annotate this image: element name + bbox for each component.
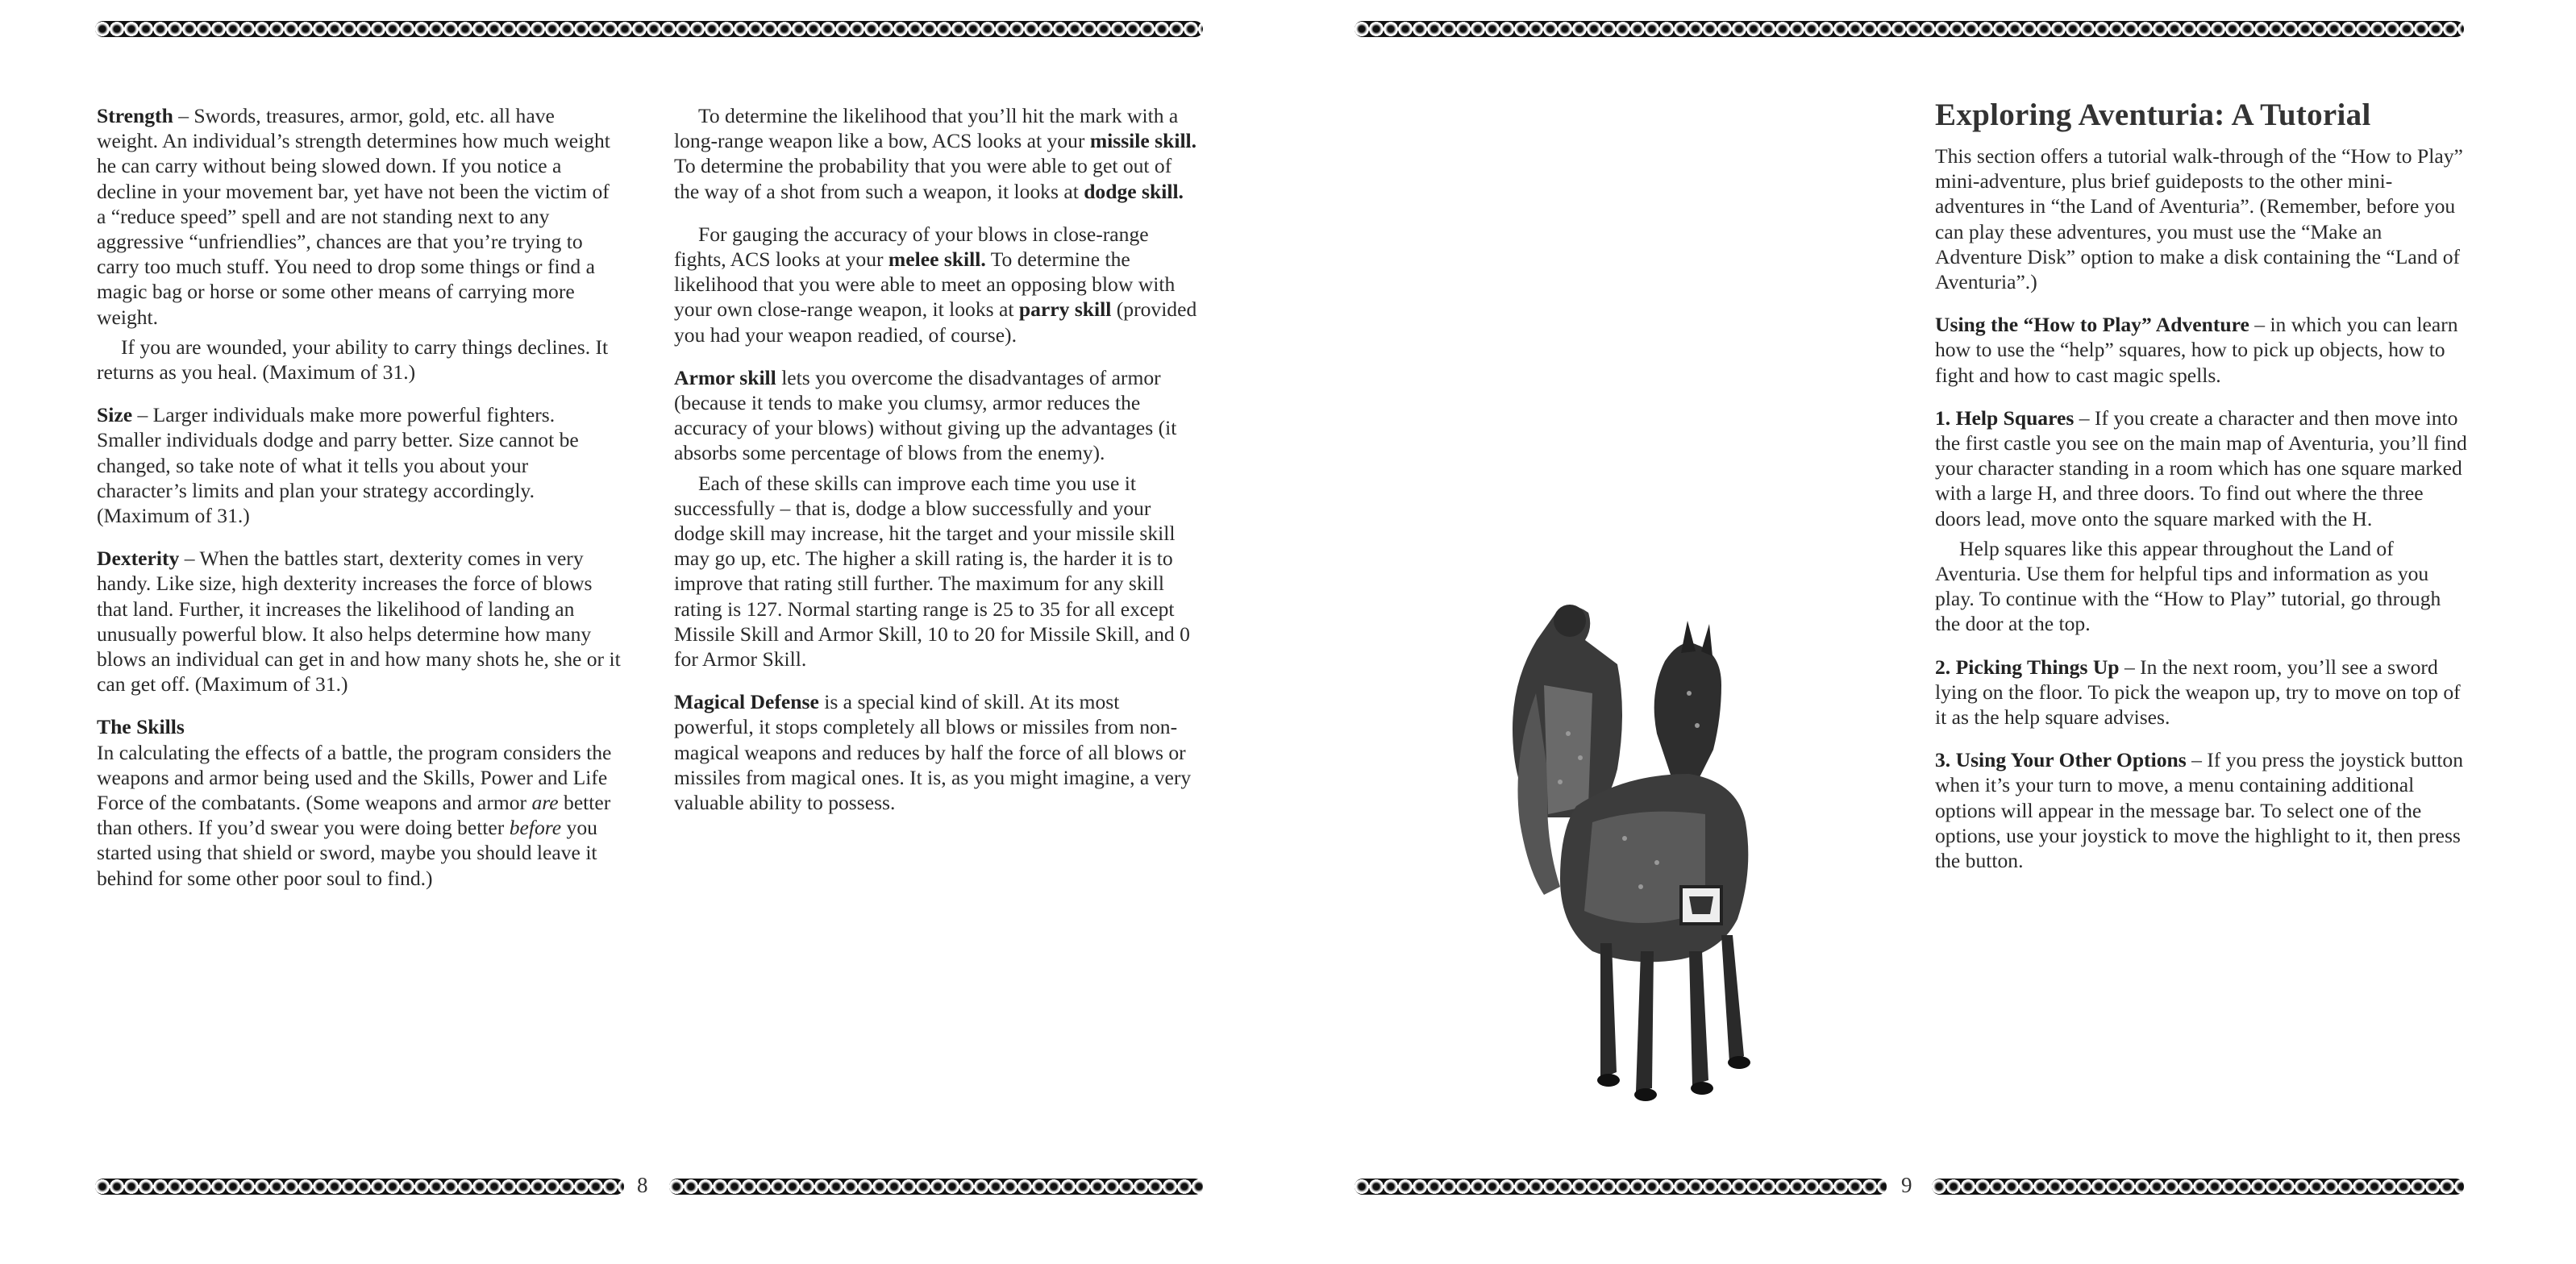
melee-skill-term: melee skill.: [888, 247, 986, 272]
help-squares-term: 1. Help Squares: [1935, 405, 2075, 430]
dexterity-term: Dexterity: [97, 547, 180, 571]
melee-paragraph: [674, 222, 1198, 347]
magical-defense-term: Magical Defense: [674, 690, 819, 714]
missile-text-a: To determine the likelihood that you’ll hit the mark with a long-range weapon like a bow, ACS looks at your: [674, 104, 1179, 153]
dexterity-text: – When the battles start, dexterity comes in very handy. Like size, high dexterity increases the force of blows that land. Further, it increases the likelihood of landing an unusually powerful blow. It also helps determine how many blows an individual can get in and how many shots he, she or it can get off. (Maximum of 31.): [97, 547, 621, 696]
other-options-paragraph: [1935, 747, 2467, 873]
melee-text-c: (provided you had your weapon readied, of course).: [674, 297, 1197, 347]
skills-text-3: you started using that shield or sword, maybe you should leave it behind for some other poor soul to find.): [97, 816, 597, 890]
size-paragraph: [97, 402, 621, 528]
bottom-border-left-b: [669, 1179, 1203, 1195]
skills-paragraph: [97, 740, 621, 891]
armor-skill-term: Armor skill: [674, 365, 776, 389]
skills-heading-text: The Skills: [97, 715, 185, 739]
missile-paragraph: [674, 103, 1198, 204]
other-options-term: 3. Using Your Other Options: [1935, 748, 2187, 772]
left-column-2: [674, 103, 1198, 833]
melee-text-b: To determine the likelihood that you were able to meet an opposing blow with your own close-range weapon, it looks at: [674, 247, 1176, 322]
size-text: – Larger individuals make more powerful fighters. Smaller individuals dodge and parry better. Size cannot be changed, so take note of what it tells you about your character’s limits and plan your strategy accordingly. (Maximum of 31.): [97, 403, 579, 528]
skills-text-2: better than others. If you’d swear you were doing better: [97, 791, 611, 840]
skills-heading: [97, 714, 621, 739]
page-title: Exploring Aventuria: A Tutorial: [1935, 98, 2371, 132]
dexterity-paragraph: [97, 546, 621, 696]
magical-defense-text: is a special kind of skill. At its most powerful, it stops completely all blows or missiles from non-magical weapons and reduces by half the force of all blows or missiles from magical ones. It is, as you might imagine, a very valuable ability to possess.: [674, 690, 1192, 815]
page-number-right: 9: [1901, 1173, 1912, 1197]
parry-skill-term: parry skill: [1018, 297, 1112, 322]
magical-defense-paragraph: [674, 689, 1198, 815]
page-number-left: 8: [637, 1173, 648, 1197]
knight-on-horse-illustration: [1479, 597, 1786, 1112]
using-paragraph: [1935, 312, 2467, 388]
skills-are: are: [531, 791, 559, 815]
melee-text-a: For gauging the accuracy of your blows in close-range fights, ACS looks at your: [674, 222, 1149, 272]
picking-things-up-text: – In the next room, you’ll see a sword lying on the floor. To pick the weapon up, try to move on top of it as the help square advises.: [1935, 655, 2461, 730]
armor-paragraph: [674, 365, 1198, 466]
left-column-1: [97, 103, 621, 908]
size-term: Size: [97, 403, 133, 427]
bottom-border-left-a: [95, 1179, 624, 1195]
using-term: Using the “How to Play” Adventure: [1935, 313, 2249, 337]
skills-before: before: [509, 816, 562, 840]
armor-text: lets you overcome the disadvantages of armor (because it tends to make you clumsy, armor reduces the accuracy of your blows) without giving up the advantages (it absorbs some percentage of blows from the enemy).: [674, 365, 1177, 465]
picking-things-up-term: 2. Picking Things Up: [1935, 655, 2120, 679]
strength-paragraph: [97, 103, 621, 330]
missile-text-b: To determine the probability that you were able to get out of the way of a shot from such a weapon, it looks at: [674, 154, 1172, 203]
using-text: – in which you can learn how to use the “help” squares, how to pick up objects, how to fight and how to cast magic spells.: [1935, 313, 2458, 387]
improve-paragraph: Each of these skills can improve each time you use it successfully – that is, dodge a blow successfully and your dodge skill may increase, hit the target and your missile skill may go up, etc. The higher a skill rating is, the harder it is to improve that rating still further. The maximum for any skill rating is 127. Normal starting range is 25 to 35 for all except Missile Skill and Armor Skill, 10 to 20 for Missile Skill, and 0 for Armor Skill.: [674, 471, 1190, 672]
strength-text: – Swords, treasures, armor, gold, etc. all have weight. An individual’s strength determines how much weight he can carry without being slowed down. If you notice a decline in your movement bar, yet have not been the victim of a “reduce speed” spell and are not standing next to any aggressive “unfriendlies”, chances are that you’re trying to carry too much stuff. You need to drop some things or find a magic bag or horse or some other means of carrying more weight.: [97, 104, 610, 329]
strength-term: Strength: [97, 104, 173, 127]
dodge-skill-term: dodge skill.: [1084, 179, 1184, 203]
help-squares-text: – If you create a character and then move into the first castle you see on the main map of Aventuria, you’ll find your character standing in a room which has one square marked with a large H, and three doors. To find out where the three doors lead, move onto the square marked with the H.: [1935, 405, 2467, 530]
skills-text-1: In calculating the effects of a battle, the program considers the weapons and armor being used and the Skills, Power and Life Force of the combatants. (Some weapons and armor: [97, 740, 612, 815]
other-options-text: – If you press the joystick button when it’s your turn to move, a menu containing additional options will appear in the message bar. To select one of the options, use your joystick to move the highlight to it, then press the button.: [1935, 748, 2464, 873]
picking-things-up-paragraph: [1935, 655, 2467, 730]
bottom-border-right-b: [1932, 1179, 2464, 1195]
help-squares-paragraph: [1935, 405, 2467, 531]
top-border-left: [95, 21, 1203, 37]
help-squares-paragraph-2: Help squares like this appear throughout the Land of Aventuria. Use them for helpful tips and information as you play. To continue with the “How to Play” tutorial, go through the door at the top.: [1935, 536, 2441, 636]
strength-paragraph-2: If you are wounded, your ability to carry things declines. It returns as you heal. (Maximum of 31.): [97, 335, 609, 385]
bottom-border-right-a: [1355, 1179, 1887, 1195]
top-border-right: [1355, 21, 2464, 37]
intro-paragraph: This section offers a tutorial walk-through of the “How to Play” mini-adventure, plus brief guideposts to the other mini-adventures in “the Land of Aventuria”. (Remember, before you can play these adventures, you must use the “Make an Adventure Disk” option to make a disk containing the “Land of Aventuria”.): [1935, 144, 2463, 294]
missile-skill-term: missile skill.: [1089, 129, 1197, 153]
right-column: [1935, 143, 2467, 891]
